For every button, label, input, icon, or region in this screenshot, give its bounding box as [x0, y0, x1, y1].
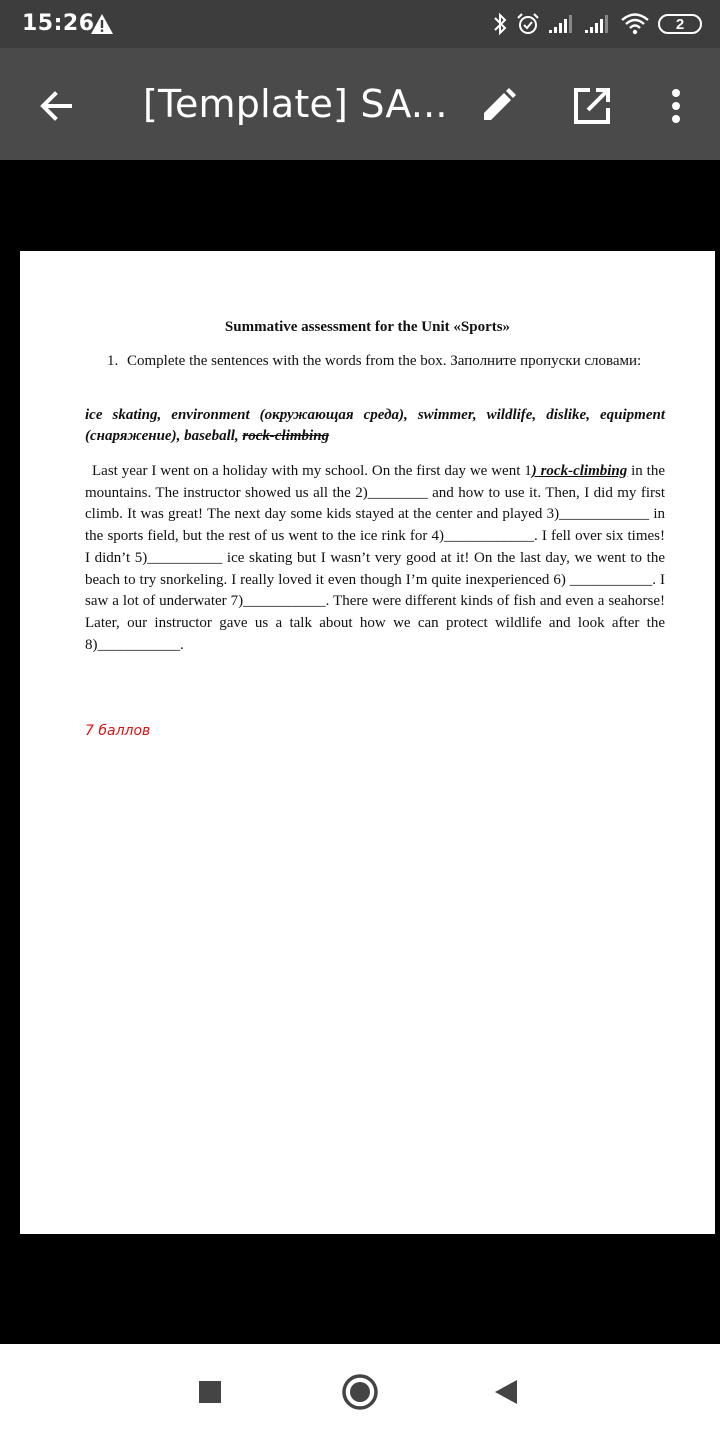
answer-1: ) rock-climbing: [531, 463, 628, 479]
task-instruction: [107, 351, 665, 371]
edit-button[interactable]: [472, 80, 524, 132]
passage-part-2: in the mountains. The instructor showed us all the 2)________ and how to use it. Then, I did my first climb. It was great! The next day some kids stayed at the center and played 3)____________ in the sports field, but the rest of us went to the ice rink for 4)____________. I fell over six times! I didn’t 5)__________ ice skating but I wasn’t very good at it! On the last day, we went to the beach to try snorkeling. I really loved it even though I’m quite inexperienced 6) ___________. I saw a lot of underwater 7)___________. There were different kinds of fish and even a seahorse! Later, our instructor gave us a talk about how we can protect wildlife and look after the 8)___________.: [85, 463, 665, 653]
navigation-bar: [0, 1344, 720, 1440]
back-button[interactable]: [30, 80, 82, 132]
status-bar: [0, 0, 720, 48]
more-vert-icon: [670, 88, 682, 124]
alarm-icon: [516, 12, 540, 36]
score-label: 7 баллов: [85, 723, 151, 739]
status-time: 15:26: [22, 11, 95, 36]
doc-heading: Summative assessment for the Unit «Sports»: [224, 319, 511, 335]
recents-square-icon: [198, 1380, 222, 1404]
passage-text: [85, 461, 665, 656]
warning-icon: [90, 13, 114, 35]
app-bar: [0, 48, 720, 160]
open-external-button[interactable]: [566, 80, 618, 132]
wifi-icon: [620, 12, 650, 36]
nav-back-button[interactable]: [482, 1368, 530, 1416]
home-circle-icon: [341, 1373, 379, 1411]
bluetooth-icon: [492, 12, 508, 36]
word-box-struck-word: rock-climbing: [242, 428, 330, 444]
edit-pencil-icon: [478, 86, 518, 126]
back-triangle-icon: [493, 1378, 519, 1406]
recents-button[interactable]: [186, 1368, 234, 1416]
status-icons: [492, 10, 702, 38]
open-external-icon: [572, 86, 612, 126]
signal-icon: [548, 13, 576, 35]
more-options-button[interactable]: [652, 80, 700, 132]
passage-part-1: Last year I went on a holiday with my school. On the first day we went 1: [92, 463, 532, 479]
task-number: 1.: [107, 353, 119, 369]
battery-level: 2: [658, 14, 702, 34]
task-text: Complete the sentences with the words from the box. Заполните пропуски словами:: [127, 353, 642, 369]
word-box: [85, 405, 665, 447]
home-button[interactable]: [336, 1368, 384, 1416]
battery-icon: [658, 14, 702, 34]
word-box-words: ice skating, environment (окружающая среда), swimmer, wildlife, dislike, equipment (снаряжение), baseball,: [85, 407, 665, 444]
signal-icon: [584, 13, 612, 35]
document-title: [Template] SA...: [143, 82, 448, 126]
document-page[interactable]: [20, 251, 715, 1234]
back-arrow-icon: [36, 86, 76, 126]
